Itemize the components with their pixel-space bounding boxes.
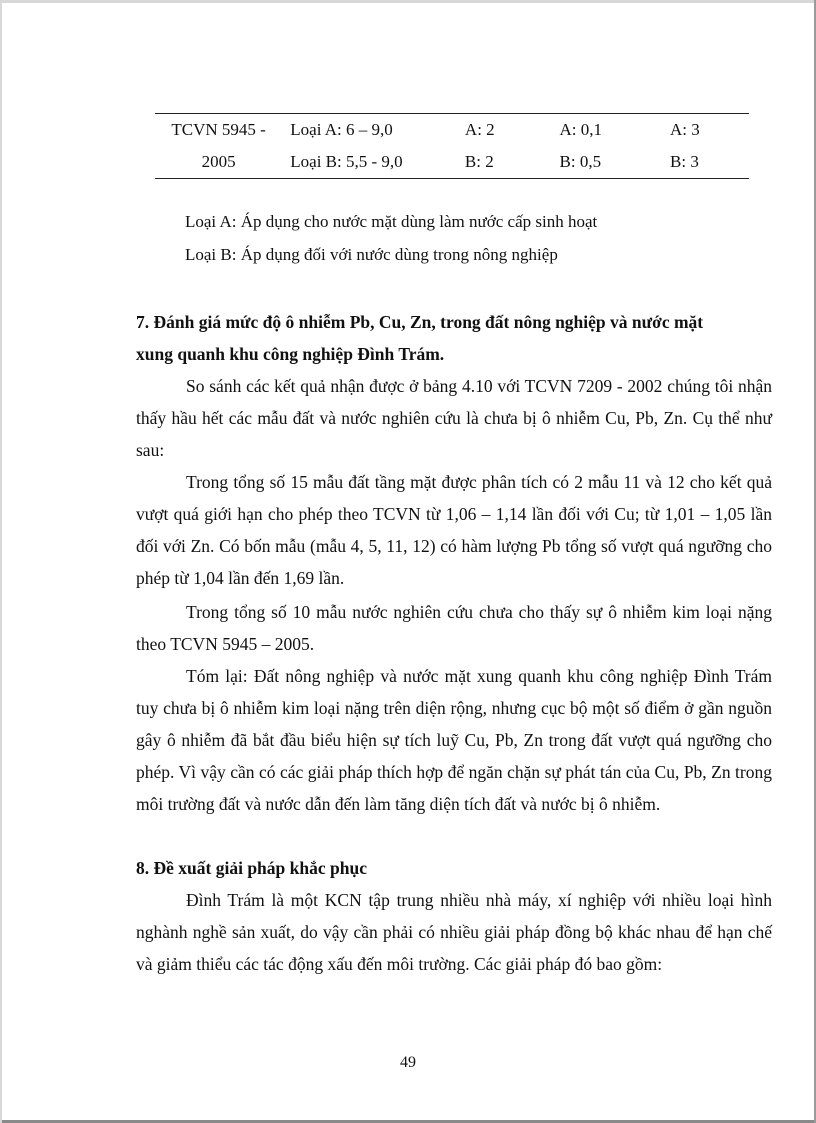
page-number: 49 [400, 1054, 416, 1071]
table-cell: 2005 [201, 152, 236, 171]
section-7-heading-line2: xung quanh khu công nghiệp Đình Trám. [136, 344, 445, 364]
table-cell: A: 0,1 [559, 120, 603, 139]
section-7-paragraph: Tóm lại: Đất nông nghiệp và nước mặt xung quanh khu công nghiệp Đình Trám tuy chưa bị ô nhiễm kim loại nặng trên diện rộng, nhưng cục bộ một số điểm ở gần nguồn gây ô nhiễm đã bắt đầu biểu hiện sự tích luỹ Cu, Pb, Zn trong đất vượt quá ngưỡng cho phép. Vì vậy cần có các giải pháp thích hợp để ngăn chặn sự phát tán của Cu, Pb, Zn trong môi trường đất và nước dẫn đến làm tăng diện tích đất và nước bị ô nhiễm. [136, 666, 772, 814]
table-cell: Loại B: 5,5 - 9,0 [290, 152, 403, 171]
table-cell: A: 2 [464, 120, 495, 139]
section-7-heading-line1: 7. Đánh giá mức độ ô nhiễm Pb, Cu, Zn, trong đất nông nghiệp và nước mặt [136, 312, 704, 332]
section-7-heading [136, 306, 772, 370]
standards-table [155, 113, 749, 179]
section-8-paragraph: Đình Trám là một KCN tập trung nhiều nhà máy, xí nghiệp với nhiều loại hình nghành nghề sản xuất, do vậy cần phải có nhiều giải pháp đồng bộ khác nhau để hạn chế và giảm thiểu các tác động xấu đến môi trường. Các giải pháp đó bao gồm: [136, 890, 772, 974]
table-row [155, 114, 749, 147]
section-7-paragraph: So sánh các kết quả nhận được ở bảng 4.10 với TCVN 7209 - 2002 chúng tôi nhận thấy hầu hết các mẫu đất và nước nghiên cứu là chưa bị ô nhiễm Cu, Pb, Zn. Cụ thể như sau: [136, 376, 772, 460]
table-cell: B: 3 [670, 152, 699, 171]
table-row [155, 146, 749, 179]
table-cell: A: 3 [670, 120, 700, 139]
table-cell: B: 2 [464, 152, 494, 171]
page-border-top [0, 0, 816, 3]
page-border-left [0, 0, 2, 1123]
table-cell: TCVN 5945 - [171, 120, 266, 139]
section-8-heading: 8. Đề xuất giải pháp khắc phục [136, 858, 367, 878]
table-cell: B: 0,5 [559, 152, 602, 171]
table-cell: Loại A: 6 – 9,0 [290, 120, 393, 139]
section-7-paragraph: Trong tổng số 10 mẫu nước nghiên cứu chưa cho thấy sự ô nhiễm kim loại nặng theo TCVN 5945 – 2005. [136, 602, 772, 654]
note-type-b: Loại B: Áp dụng đối với nước dùng trong nông nghiệp [185, 245, 558, 264]
section-7-paragraph: Trong tổng số 15 mẫu đất tầng mặt được phân tích có 2 mẫu 11 và 12 cho kết quả vượt quá giới hạn cho phép theo TCVN từ 1,06 – 1,14 lần đối với Cu; từ 1,01 – 1,05 lần đối với Zn. Có bốn mẫu (mẫu 4, 5, 11, 12) có hàm lượng Pb tổng số vượt quá ngưỡng cho phép từ 1,04 lần đến 1,69 lần. [136, 472, 772, 588]
note-type-a: Loại A: Áp dụng cho nước mặt dùng làm nước cấp sinh hoạt [185, 212, 598, 231]
